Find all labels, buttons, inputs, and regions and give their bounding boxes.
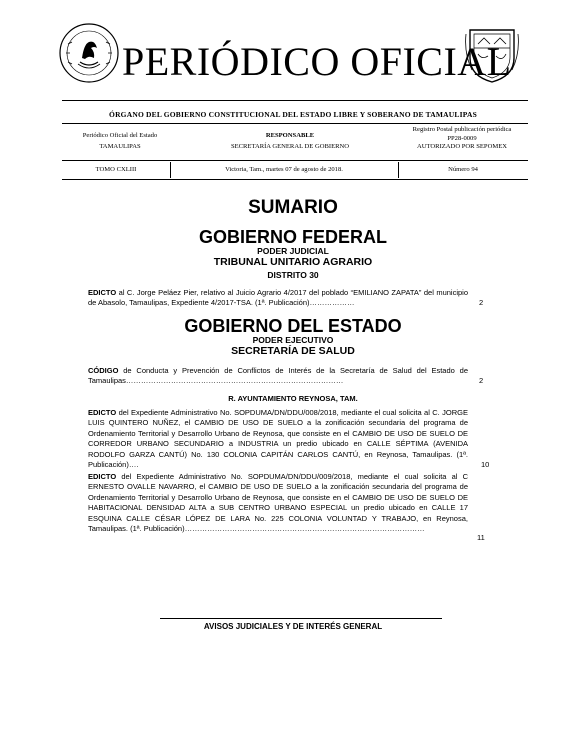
tribunal-heading: TRIBUNAL UNITARIO AGRARIO [213,256,373,268]
gobierno-federal-heading: GOBIERNO FEDERAL [198,227,387,247]
avisos-judiciales-heading: AVISOS JUDICIALES Y DE INTERÉS GENERAL [203,622,383,631]
entry-label: CÓDIGO [88,366,119,375]
entry-page-number: 10 [481,460,490,469]
tamaulipas-crest-icon [464,24,520,86]
meta-left-block [70,130,170,152]
entry-text: de Conducta y Prevención de Conflictos de Interés de la Secretaría de Salud del Estado de Tamaulipas…………………………………………………………………………… [88,366,468,386]
header-rule-top [62,100,528,101]
meta-right-line1: Registro Postal publicación periódica [412,126,512,133]
issue-number: Número 94 [448,166,478,173]
entry-label: EDICTO [88,472,117,481]
header-rule-info-top [62,160,528,161]
meta-left-line2: TAMAULIPAS [99,143,141,150]
organo-line: ÓRGANO DEL GOBIERNO CONSTITUCIONAL DEL ESTADO LIBRE Y SOBERANO DE TAMAULIPAS [109,110,477,119]
entry-text: del Expediente Administrativo No. SOPDUMA/DN/DDU/008/2018, mediante el cual solicita al C. JORGE LUIS QUINTERO NUÑEZ, el CAMBIO DE USO DE SUELO a la zonificación secundaria del programa de Ordenamiento Territorial y Desarrollo Urbano de Reynosa, que consiste en el CAMBIO DE USO DE SUELO DE CORREDOR URBANO SECUNDARIO a INDUSTRIA un predio ubicado en CALLE SÉPTIMA (AVENIDA RODOLFO GARZA CANTÚ) No. 130 COLONIA CAPITÁN CARLOS CANTÚ, en Reynosa, Tamaulipas. (1ª. Publicación)…. [88,408,468,470]
poder-judicial: PODER JUDICIAL [257,246,329,256]
tomo: TOMO CXLIII [95,166,137,173]
meta-right-line2: PP28-0009 [447,134,477,142]
meta-mid-line1: RESPONSABLE [265,132,315,139]
meta-left-line1: Periódico Oficial del Estado [82,132,158,139]
meta-middle-block [215,130,365,152]
issue-date: Victoria, Tam., martes 07 de agosto de 2018. [225,166,343,173]
secretaria-salud-heading: SECRETARÍA DE SALUD [231,345,355,357]
avisos-rule [160,618,442,619]
entry-text: al C. Jorge Peláez Pier, relativo al Juicio Agrario 4/2017 del poblado “EMILIANO ZAPATA” del municipio de Abasolo, Tamaulipas, Expediente 4/2017-TSA. (1ª. Publicación)……………… [88,288,468,308]
entry-page-number: 11 [477,533,485,542]
poder-ejecutivo: PODER EJECUTIVO [252,335,334,345]
entry-edicto-009 [88,472,468,534]
entry-edicto-agrario [88,288,468,309]
entry-label: EDICTO [88,408,117,417]
ayuntamiento-reynosa-heading: R. AYUNTAMIENTO REYNOSA, TAM. [228,394,358,403]
entry-label: EDICTO [88,288,117,297]
entry-edicto-008 [88,408,468,470]
newspaper-title: PERIÓDICO OFICIAL [122,39,512,84]
header-rule-info-bottom [62,179,528,180]
gobierno-estado-heading: GOBIERNO DEL ESTADO [184,316,402,336]
header-rule-mid [62,123,528,124]
entry-text: del Expediente Administrativo No. SOPDUMA/DN/DDU/009/2018, mediante el cual solicita al C ERNESTO OVALLE NAVARRO, el CAMBIO DE USO DE SUELO a la zonificación secundaria del programa de Ordenamiento Territorial y Desarrollo Urbano de Reynosa, que consiste en el CAMBIO DE USO DE SUELO DE HABITACIONAL DENSIDAD ALTA a SUB CENTRO URBANO ESPECIAL un predio ubicado en CALLE 17 ESQUINA CALLE CÉSAR LÓPEZ DE LARA No. 225 COLONIA VOLUNTAD Y TRABAJO, en Reynosa, Tamaulipas. (1ª. Publicación)…………………………………………………………………………………… [88,472,468,534]
distrito-heading: DISTRITO 30 [267,270,319,280]
entry-codigo-conducta [88,366,468,387]
entry-page-number: 2 [479,376,484,385]
meta-right-block [398,126,526,152]
meta-right-line3: AUTORIZADO POR SEPOMEX [416,143,507,151]
sumario-title: SUMARIO [248,197,338,218]
mexico-coat-of-arms-seal-icon [58,22,120,84]
meta-mid-line2: SECRETARÍA GENERAL DE GOBIERNO [230,143,350,150]
entry-page-number: 2 [479,298,484,307]
